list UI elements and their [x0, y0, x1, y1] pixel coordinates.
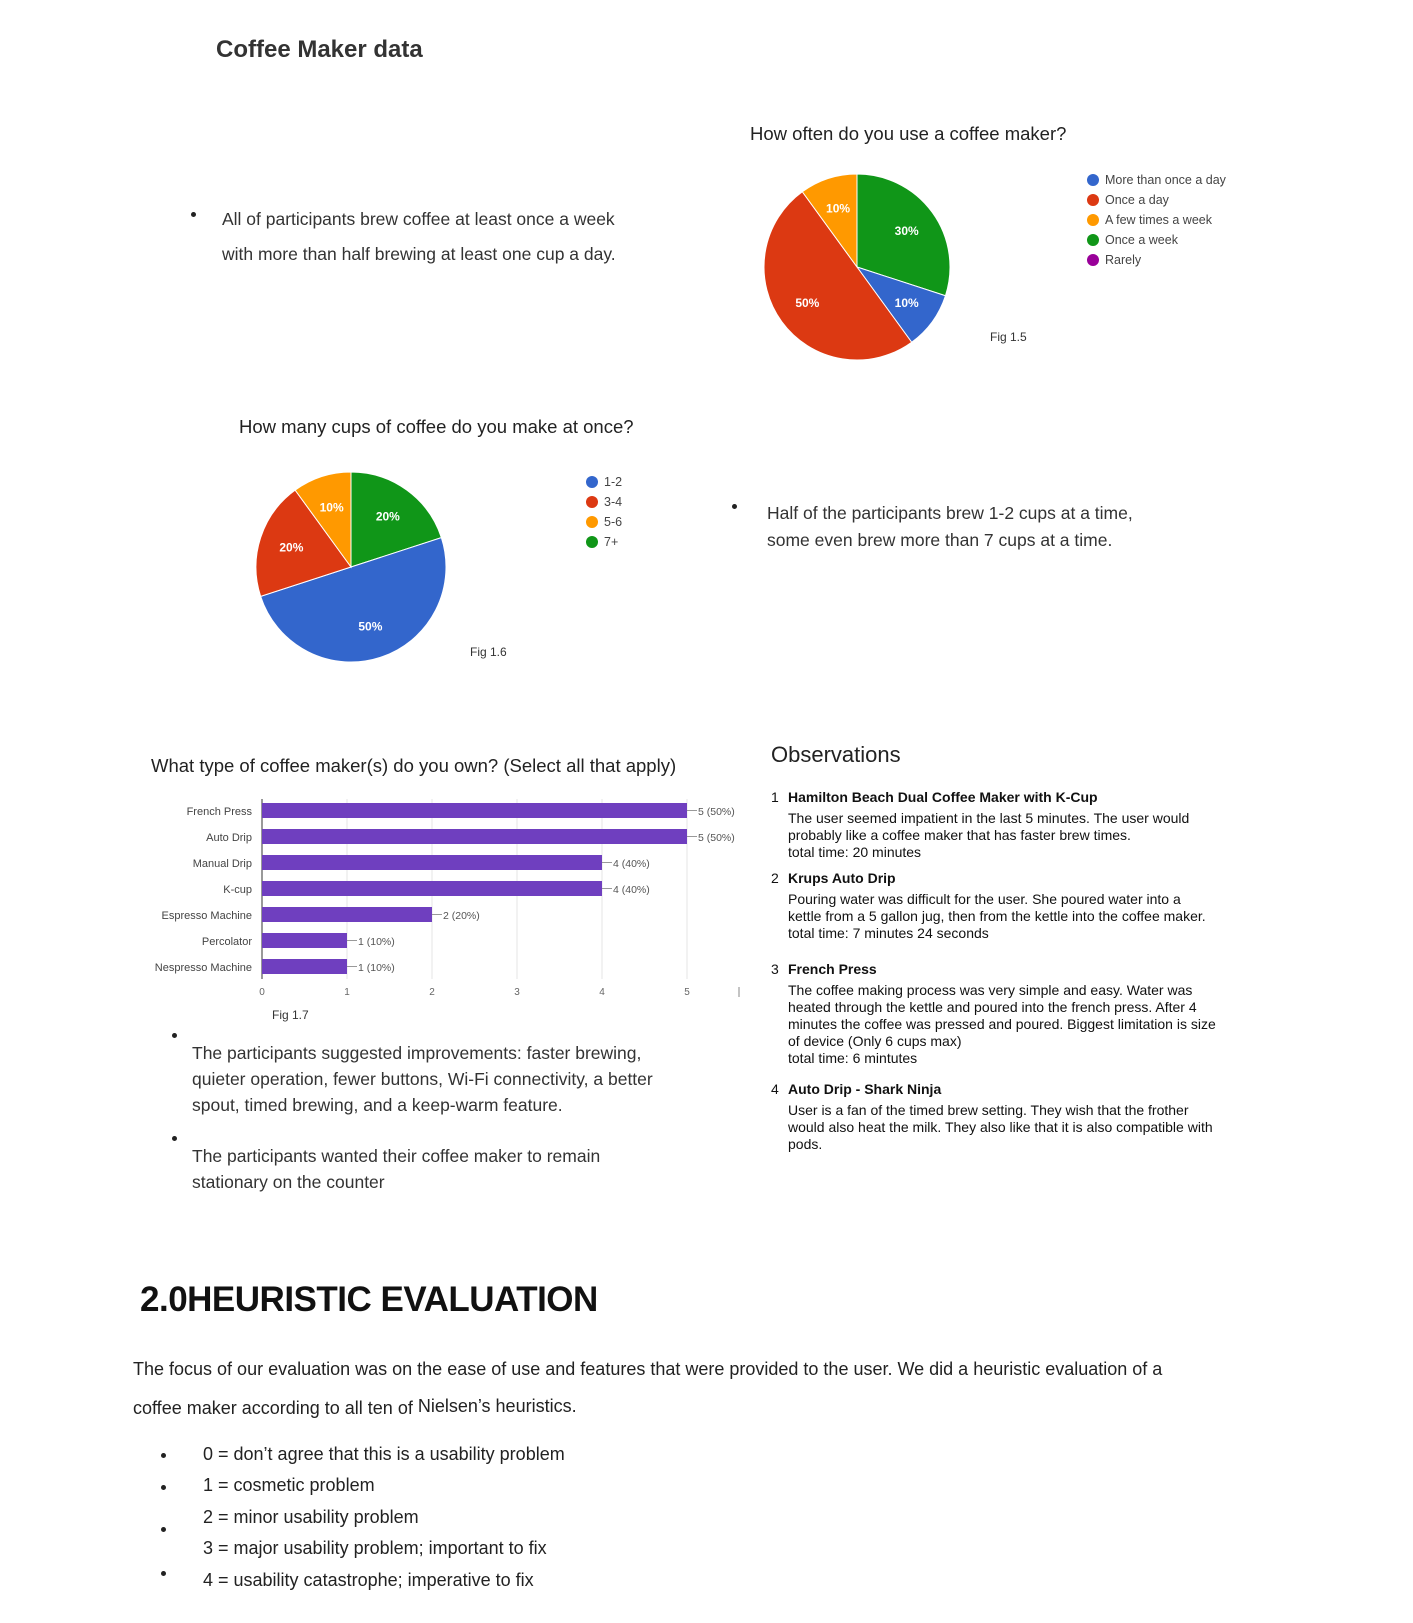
pie-slice-label: 10% — [319, 500, 344, 515]
legend-swatch — [586, 476, 598, 488]
y-category-label: Nespresso Machine — [154, 962, 252, 974]
bar-espresso-machine — [262, 907, 432, 922]
pie-slice-label: 20% — [375, 509, 400, 524]
bar-french-press — [262, 803, 687, 818]
y-category-label: French Press — [186, 806, 252, 818]
bullet-dot — [191, 212, 196, 217]
improvements-line: The participants suggested improvements: faster brewing, — [192, 1043, 642, 1063]
pie1-fig-label: Fig 1.5 — [990, 330, 1027, 344]
bullet-dot — [161, 1485, 166, 1490]
legend-swatch — [586, 516, 598, 528]
observation-line: probably like a coffee maker that has faster brew times. — [788, 827, 1131, 843]
cups-summary-line2: some even brew more than 7 cups at a time. — [767, 530, 1113, 550]
legend-item — [1087, 170, 1226, 190]
x-tick-label: 3 — [514, 987, 520, 998]
scale-item-0: 0 = don’t agree that this is a usability problem — [203, 1444, 565, 1464]
legend-swatch — [586, 536, 598, 548]
legend-swatch — [1087, 214, 1099, 226]
pie-slice-label: 10% — [826, 201, 851, 216]
observation-line: total time: 6 mintutes — [788, 1050, 918, 1066]
freq-summary-line2: with more than half brewing at least one cup a day. — [222, 244, 616, 264]
bar-chart-title: What type of coffee maker(s) do you own? (Select all that apply) — [151, 755, 677, 776]
observation-number: 2 — [771, 870, 779, 886]
pie-slice-label: 10% — [894, 296, 919, 311]
observation-body — [788, 1102, 1263, 1153]
stationary-text — [192, 1143, 600, 1195]
observation-line: minutes the coffee was pressed and poured. Biggest limitation is size — [788, 1016, 1216, 1032]
observation-line: The user seemed impatient in the last 5 minutes. The user would — [788, 810, 1190, 826]
pie2-legend — [586, 472, 622, 552]
intro-text: coffee maker according to all ten of — [133, 1398, 413, 1418]
bar-chart — [140, 795, 740, 1005]
legend-swatch — [586, 496, 598, 508]
bar-auto-drip — [262, 829, 687, 844]
cups-summary — [767, 500, 1133, 554]
observation-line: pods. — [788, 1136, 823, 1152]
legend-label: Once a day — [1105, 193, 1169, 207]
improvements-line: quieter operation, fewer buttons, Wi-Fi connectivity, a better — [192, 1069, 653, 1089]
heuristic-intro-line1: The focus of our evaluation was on the ease of use and features that were provided to the user. We did a heuristic evaluation of a — [133, 1359, 1163, 1379]
legend-label: 1-2 — [604, 475, 623, 489]
bar-manual-drip — [262, 855, 602, 870]
stationary-line: The participants wanted their coffee maker to remain — [192, 1146, 601, 1166]
pie1-chart — [745, 160, 970, 370]
observation-heading: French Press — [788, 961, 877, 977]
legend-label: 7+ — [604, 535, 619, 549]
bar-nespresso-machine — [262, 959, 347, 974]
y-category-label: Percolator — [201, 936, 252, 948]
pie-slice-label: 50% — [358, 619, 383, 634]
pie2-fig-label: Fig 1.6 — [470, 645, 507, 659]
nielsen-link-text: Nielsen’s heuristics. — [417, 1396, 577, 1416]
x-tick-label: 4 — [599, 987, 605, 998]
bar-data-label: 1 (10%) — [358, 962, 395, 974]
x-tick-label: 2 — [429, 987, 435, 998]
bar-data-label: 2 (20%) — [443, 910, 480, 922]
legend-item — [1087, 250, 1226, 270]
pie2-title: How many cups of coffee do you make at once? — [239, 416, 634, 437]
bar-fig-label: Fig 1.7 — [272, 1008, 309, 1022]
freq-summary-line1: All of participants brew coffee at least once a week — [222, 209, 615, 229]
bar-data-label: 4 (40%) — [613, 884, 650, 896]
section-heading: 2.0HEURISTIC EVALUATION — [140, 1280, 598, 1319]
scale-item-3: 3 = major usability problem; important to fix — [203, 1538, 547, 1558]
observation-line: User is a fan of the timed brew setting. They wish that the frother — [788, 1102, 1189, 1118]
legend-swatch — [1087, 234, 1099, 246]
observation-heading: Krups Auto Drip — [788, 870, 896, 886]
legend-swatch — [1087, 194, 1099, 206]
legend-swatch — [1087, 174, 1099, 186]
scale-item-1: 1 = cosmetic problem — [203, 1475, 375, 1495]
y-category-label: K-cup — [223, 884, 252, 896]
observation-heading: Auto Drip - Shark Ninja — [788, 1081, 942, 1097]
pie-slice-label: 30% — [894, 223, 919, 238]
observation-line: Pouring water was difficult for the user. She poured water into a — [788, 891, 1181, 907]
legend-item — [1087, 230, 1226, 250]
observation-line: total time: 20 minutes — [788, 844, 922, 860]
legend-item — [1087, 210, 1226, 230]
scale-item-2: 2 = minor usability problem — [203, 1507, 419, 1527]
legend-item — [586, 492, 622, 512]
bullet-dot — [172, 1033, 177, 1038]
bar-percolator — [262, 933, 347, 948]
bar-data-label: 5 (50%) — [698, 806, 735, 818]
bullet-dot — [172, 1136, 177, 1141]
pie-slice-label: 20% — [279, 540, 304, 555]
legend-item — [586, 532, 622, 552]
bar-data-label: 5 (50%) — [698, 832, 735, 844]
pie1-legend — [1087, 170, 1226, 270]
page-title: Coffee Maker data — [216, 36, 423, 63]
scale-item-4: 4 = usability catastrophe; imperative to fix — [203, 1570, 534, 1590]
bar-data-label: 1 (10%) — [358, 936, 395, 948]
legend-label: A few times a week — [1105, 213, 1212, 227]
legend-swatch — [1087, 254, 1099, 266]
observation-line: The coffee making process was very simple and easy. Water was — [788, 982, 1193, 998]
bar-k-cup — [262, 881, 602, 896]
bullet-dot — [732, 504, 737, 509]
improvements-line: spout, timed brewing, and a keep-warm feature. — [192, 1095, 563, 1115]
pie-slice-label: 50% — [795, 296, 820, 311]
observation-number: 1 — [771, 789, 779, 805]
observation-body — [788, 810, 1263, 861]
heuristic-intro-line2 — [133, 1398, 577, 1419]
pie2-chart — [245, 465, 465, 675]
observation-number: 4 — [771, 1081, 779, 1097]
y-category-label: Espresso Machine — [161, 910, 252, 922]
legend-label: Rarely — [1105, 253, 1142, 267]
observation-line: heated through the kettle and poured into the french press. After 4 — [788, 999, 1197, 1015]
x-tick-label: 0 — [259, 987, 265, 998]
pie1-title: How often do you use a coffee maker? — [750, 123, 1067, 144]
x-tick-label: 5 — [684, 987, 690, 998]
bullet-dot — [161, 1453, 166, 1458]
legend-item — [1087, 190, 1226, 210]
legend-item — [586, 472, 622, 492]
observation-body — [788, 891, 1263, 942]
observation-body — [788, 982, 1263, 1067]
y-category-label: Auto Drip — [206, 832, 252, 844]
x-tick-label: 1 — [344, 987, 350, 998]
legend-label: More than once a day — [1105, 173, 1226, 187]
legend-label: 3-4 — [604, 495, 623, 509]
legend-item — [586, 512, 622, 532]
observation-line: of device (Only 6 cups max) — [788, 1033, 962, 1049]
observation-heading: Hamilton Beach Dual Coffee Maker with K-Cup — [788, 789, 1098, 805]
bullet-dot — [161, 1527, 166, 1532]
observation-line: total time: 7 minutes 24 seconds — [788, 925, 989, 941]
legend-label: 5-6 — [604, 515, 623, 529]
bullet-dot — [161, 1571, 166, 1576]
observations-title: Observations — [771, 742, 901, 767]
legend-label: Once a week — [1105, 233, 1178, 247]
observation-line: kettle from a 5 gallon jug, then from the kettle into the coffee maker. — [788, 908, 1206, 924]
stationary-line: stationary on the counter — [192, 1172, 385, 1192]
y-category-label: Manual Drip — [192, 858, 252, 870]
observation-number: 3 — [771, 961, 779, 977]
improvements-text — [192, 1040, 653, 1118]
freq-summary — [222, 202, 616, 272]
bar-data-label: 4 (40%) — [613, 858, 650, 870]
cups-summary-line1: Half of the participants brew 1-2 cups at a time, — [767, 503, 1133, 523]
observation-line: would also heat the milk. They also like that it is also compatible with — [788, 1119, 1213, 1135]
